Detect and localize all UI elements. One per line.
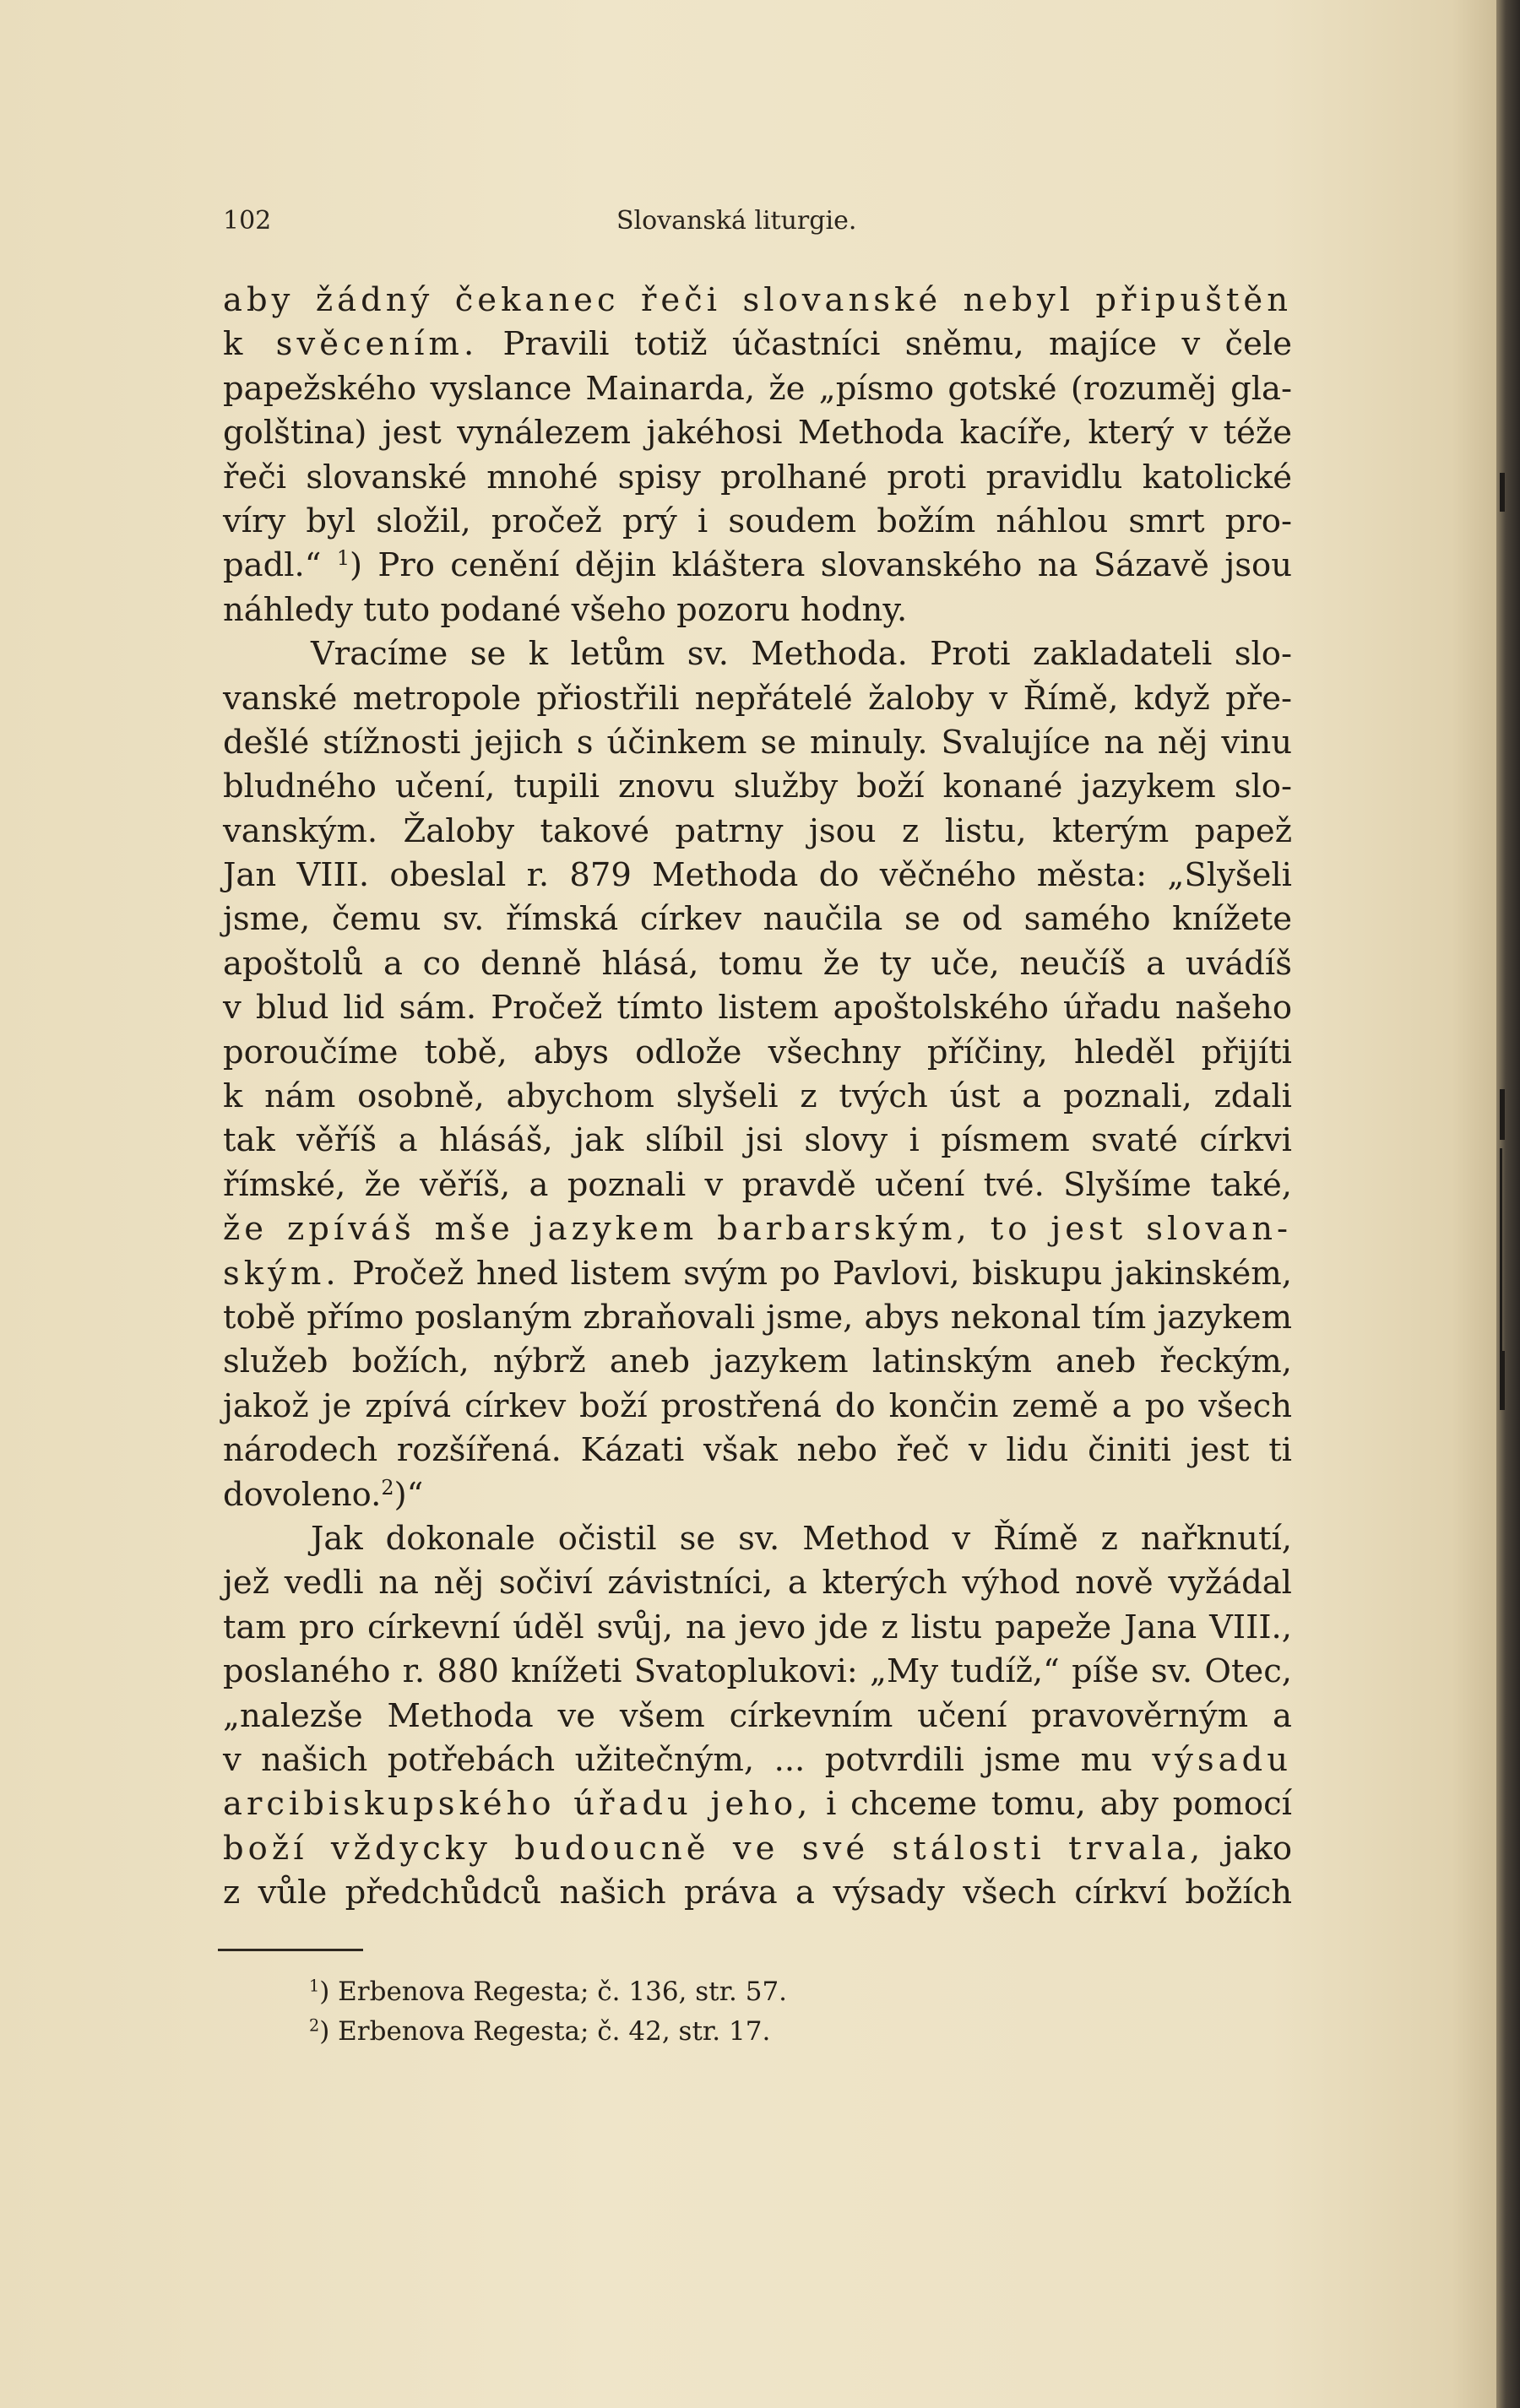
text-line (223, 632, 1292, 676)
text-segment: vanským. Žaloby takové patrny jsou z listu, kterým papež (223, 811, 1292, 850)
spaced-emphasis: ským. (223, 1254, 340, 1293)
text-line (223, 1075, 1292, 1119)
text-segment: římské, že věříš, a poznali v pravdě učení tvé. Slyšíme také, (223, 1165, 1292, 1204)
text-line (223, 1517, 1292, 1561)
text-line (223, 323, 1292, 366)
text-line (223, 411, 1292, 455)
text-line (223, 1429, 1292, 1472)
text-segment: služeb božích, nýbrž aneb jazykem latinským aneb řeckým, (223, 1342, 1292, 1381)
text-segment: Jan VIII. obeslal r. 879 Methoda do věčného města: „Slyšeli (223, 856, 1292, 895)
text-line (223, 854, 1292, 898)
page-number: 102 (223, 206, 272, 236)
text-line (223, 500, 1292, 544)
text-line (223, 1561, 1292, 1605)
text-line (223, 1296, 1292, 1340)
spaced-emphasis: arcibiskupského úřadu jeho, (223, 1785, 812, 1824)
footnote (309, 1972, 1069, 2012)
running-header (223, 206, 1287, 247)
text-segment: jako (1204, 1829, 1292, 1868)
text-segment: náhledy tuto podané všeho pozoru hodny. (223, 590, 908, 629)
text-segment: ) Pro cenění dějin kláštera slovanského na Sázavě jsou (350, 546, 1292, 585)
spaced-emphasis: boží vždycky budoucně ve své stálosti trvala, (223, 1829, 1205, 1868)
text-segment: k nám osobně, abychom slyšeli z tvých úst a poznali, zdali (223, 1077, 1292, 1116)
text-line (223, 1871, 1292, 1915)
footnotes (309, 1972, 1069, 2052)
text-segment: )“ (394, 1475, 424, 1514)
text-line (223, 1738, 1292, 1782)
text-line (223, 1695, 1292, 1738)
text-line (223, 544, 1292, 588)
text-segment: tam pro církevní úděl svůj, na jevo jde z listu papeže Jana VIII., (223, 1608, 1292, 1646)
text-line (223, 1473, 1292, 1517)
text-segment: padl.“ (223, 546, 337, 585)
text-segment: jež vedli na něj sočiví závistníci, a kterých výhod nově vyžádal (223, 1564, 1292, 1603)
text-line (223, 1827, 1292, 1871)
text-line (223, 942, 1292, 986)
text-line (223, 986, 1292, 1030)
spaced-emphasis: aby žádný čekanec řeči slovanské nebyl připuštěn (223, 281, 1292, 319)
text-line (223, 1252, 1292, 1296)
text-line (223, 765, 1292, 809)
text-segment: poroučíme tobě, abys odlože všechny příčiny, hleděl přijíti (223, 1033, 1292, 1071)
text-line (223, 1606, 1292, 1650)
text-segment: poslaného r. 880 knížeti Svatoplukovi: „My tudíž,“ píše sv. Otec, (223, 1652, 1292, 1691)
text-line (223, 1650, 1292, 1694)
text-segment: papežského vyslance Mainarda, že „písmo gotské (rozuměj gla- (223, 369, 1292, 408)
text-segment: jakož je zpívá církev boží prostřená do končin země a po všech (223, 1386, 1292, 1425)
text-line (223, 721, 1292, 765)
text-segment: bludného učení, tupili znovu služby boží konané jazykem slo- (223, 767, 1292, 806)
text-segment: v blud lid sám. Pročež tímto listem apoštolského úřadu našeho (223, 989, 1292, 1028)
text-line (223, 1340, 1292, 1384)
text-line (223, 1207, 1292, 1251)
footnote-mark: 2 (309, 2015, 320, 2036)
text-segment: Pročež hned listem svým po Pavlovi, biskupu jakinském, (339, 1254, 1292, 1293)
text-segment: apoštolů a co denně hlásá, tomu že ty uče, neučíš a uvádíš (223, 944, 1292, 983)
text-line (223, 1385, 1292, 1429)
footnote-text: ) Erbenova Regesta; č. 42, str. 17. (319, 2016, 771, 2047)
spaced-emphasis: k svěcením. (223, 325, 479, 364)
text-line (223, 1031, 1292, 1075)
text-segment: víry byl složil, pročež prý i soudem božím náhlou smrt pro- (223, 502, 1292, 540)
spaced-emphasis: výsadu (1152, 1740, 1292, 1779)
text-segment: i chceme tomu, aby pomocí (812, 1785, 1292, 1824)
text-segment: jsme, čemu sv. římská církev naučila se od samého knížete (223, 900, 1292, 939)
footnote (309, 2012, 1069, 2052)
footnote-text: ) Erbenova Regesta; č. 136, str. 57. (319, 1977, 788, 2007)
text-line (223, 1119, 1292, 1163)
footnote-mark: 1 (309, 1976, 320, 1996)
running-title: Slovanská liturgie. (616, 206, 857, 236)
text-segment: Pravili totiž účastníci sněmu, majíce v čele (478, 325, 1292, 364)
text-line (223, 1782, 1292, 1826)
text-line (223, 677, 1292, 721)
body-text (223, 279, 1292, 1915)
text-line (223, 588, 1292, 632)
footnote-ref: 1 (336, 546, 350, 571)
footnote-rule (218, 1949, 363, 1951)
text-segment: Vracíme se k letům sv. Methoda. Proti zakladateli slo- (311, 635, 1292, 674)
text-line (223, 810, 1292, 854)
text-segment: vanské metropole přiostřili nepřátelé žaloby v Římě, když pře- (223, 679, 1292, 718)
spaced-emphasis: že zpíváš mše jazykem barbarským, to jest slovan- (223, 1210, 1292, 1249)
text-line (223, 1163, 1292, 1207)
text-segment: Jak dokonale očistil se sv. Method v Římě z nařknutí, (311, 1519, 1292, 1558)
text-segment: národech rozšířená. Kázati však nebo řeč v lidu činiti jest ti (223, 1431, 1292, 1470)
footnote-ref: 2 (381, 1475, 394, 1500)
text-line (223, 279, 1292, 323)
text-segment: v našich potřebách užitečným, ... potvrdili jsme mu (223, 1740, 1153, 1779)
text-segment: z vůle předchůdců našich práva a výsady všech církví božích (223, 1874, 1292, 1912)
page-edge (1500, 0, 1506, 2408)
text-segment: dovoleno. (223, 1475, 382, 1514)
text-segment: dešlé stížnosti jejich s účinkem se minuly. Svalujíce na něj vinu (223, 723, 1292, 762)
text-line (223, 456, 1292, 500)
text-segment: „nalezše Methoda ve všem církevním učení pravověrným a (223, 1696, 1292, 1735)
text-segment: golština) jest vynálezem jakéhosi Methoda kacíře, který v téže (223, 414, 1292, 453)
text-segment: řeči slovanské mnohé spisy prolhané proti pravidlu katolické (223, 458, 1292, 496)
text-segment: tak věříš a hlásáš, jak slíbil jsi slovy i písmem svaté církvi (223, 1121, 1292, 1160)
text-line (223, 367, 1292, 411)
text-segment: tobě přímo poslaným zbraňovali jsme, abys nekonal tím jazykem (223, 1298, 1292, 1337)
text-line (223, 898, 1292, 941)
